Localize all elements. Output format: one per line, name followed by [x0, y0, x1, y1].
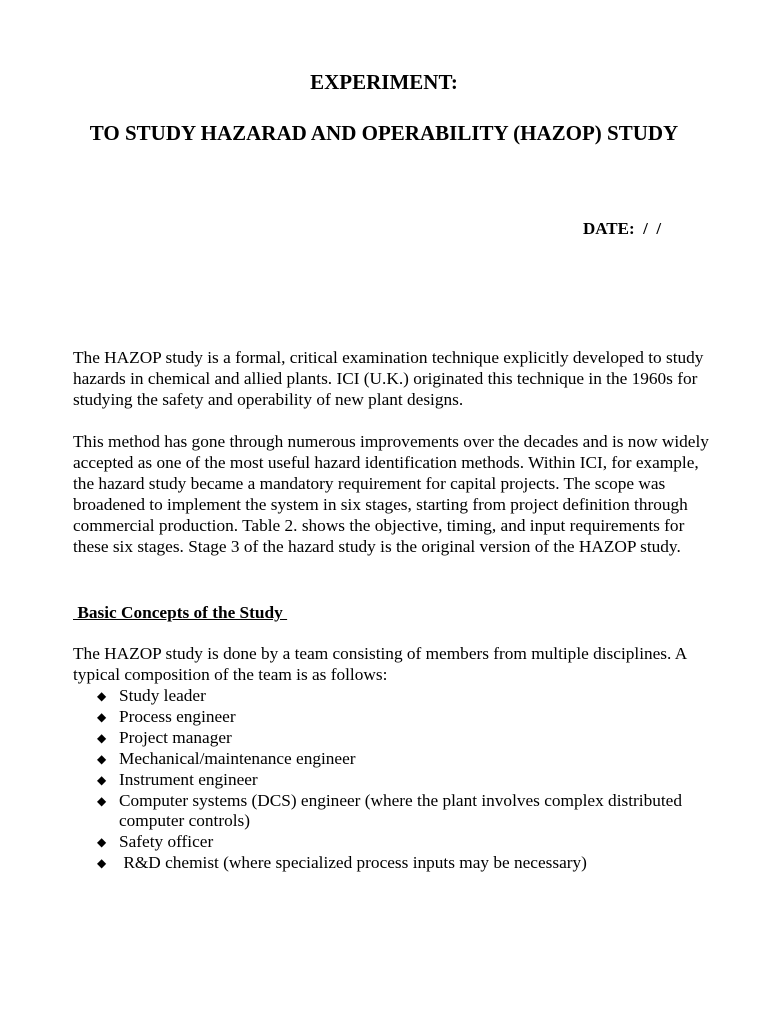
list-item — [73, 853, 713, 874]
diamond-bullet-icon: ◆ — [97, 835, 107, 850]
list-item-text: Study leader — [119, 686, 206, 705]
diamond-bullet-icon: ◆ — [97, 772, 107, 787]
list-item — [73, 770, 713, 791]
list-item-text: Computer systems (DCS) engineer (where the plant involves complex distributed computer controls) — [119, 790, 687, 831]
date-field: DATE: / / — [583, 219, 662, 238]
list-item — [73, 749, 713, 770]
section-heading: Basic Concepts of the Study — [73, 603, 288, 622]
list-item-text: Instrument engineer — [119, 769, 258, 789]
experiment-subtitle: TO STUDY HAZARAD AND OPERABILITY (HAZOP) STUDY — [89, 121, 679, 145]
diamond-bullet-icon: ◆ — [97, 730, 107, 745]
list-item — [73, 707, 713, 728]
experiment-title: EXPERIMENT: — [310, 70, 458, 94]
list-item — [73, 791, 713, 833]
team-intro-paragraph: The HAZOP study is done by a team consisting of members from multiple disciplines. A typical composition of the team is as follows: — [73, 644, 687, 684]
team-composition-list — [73, 686, 713, 874]
history-paragraph: This method has gone through numerous improvements over the decades and is now widely accepted as one of the most useful hazard identification methods. Within ICI, for example, the hazard study became a mandatory requirement for capital projects. The scope was broadened to implement the system in six stages, starting from project definition through commercial production. Table 2. shows the objective, timing, and input requirements for these six stages. Stage 3 of the hazard study is the original version of the HAZOP study. — [73, 432, 709, 556]
diamond-bullet-icon: ◆ — [97, 709, 107, 724]
list-item-text: Mechanical/maintenance engineer — [119, 748, 356, 768]
diamond-bullet-icon: ◆ — [97, 751, 107, 766]
diamond-bullet-icon: ◆ — [97, 856, 107, 871]
diamond-bullet-icon: ◆ — [97, 689, 107, 703]
list-item — [73, 728, 713, 749]
list-item — [73, 686, 713, 707]
intro-paragraph: The HAZOP study is a formal, critical examination technique explicitly developed to study hazards in chemical and allied plants. ICI (U.K.) originated this technique in the 1960s for studying the safety and operability of new plant designs. — [73, 348, 704, 409]
list-item-text: Project manager — [119, 727, 232, 747]
list-item-text: Safety officer — [119, 832, 214, 852]
diamond-bullet-icon: ◆ — [97, 793, 107, 808]
list-item-text: Process engineer — [119, 706, 236, 726]
list-item — [73, 832, 713, 853]
list-item-text: R&D chemist (where specialized process inputs may be necessary) — [119, 853, 587, 873]
